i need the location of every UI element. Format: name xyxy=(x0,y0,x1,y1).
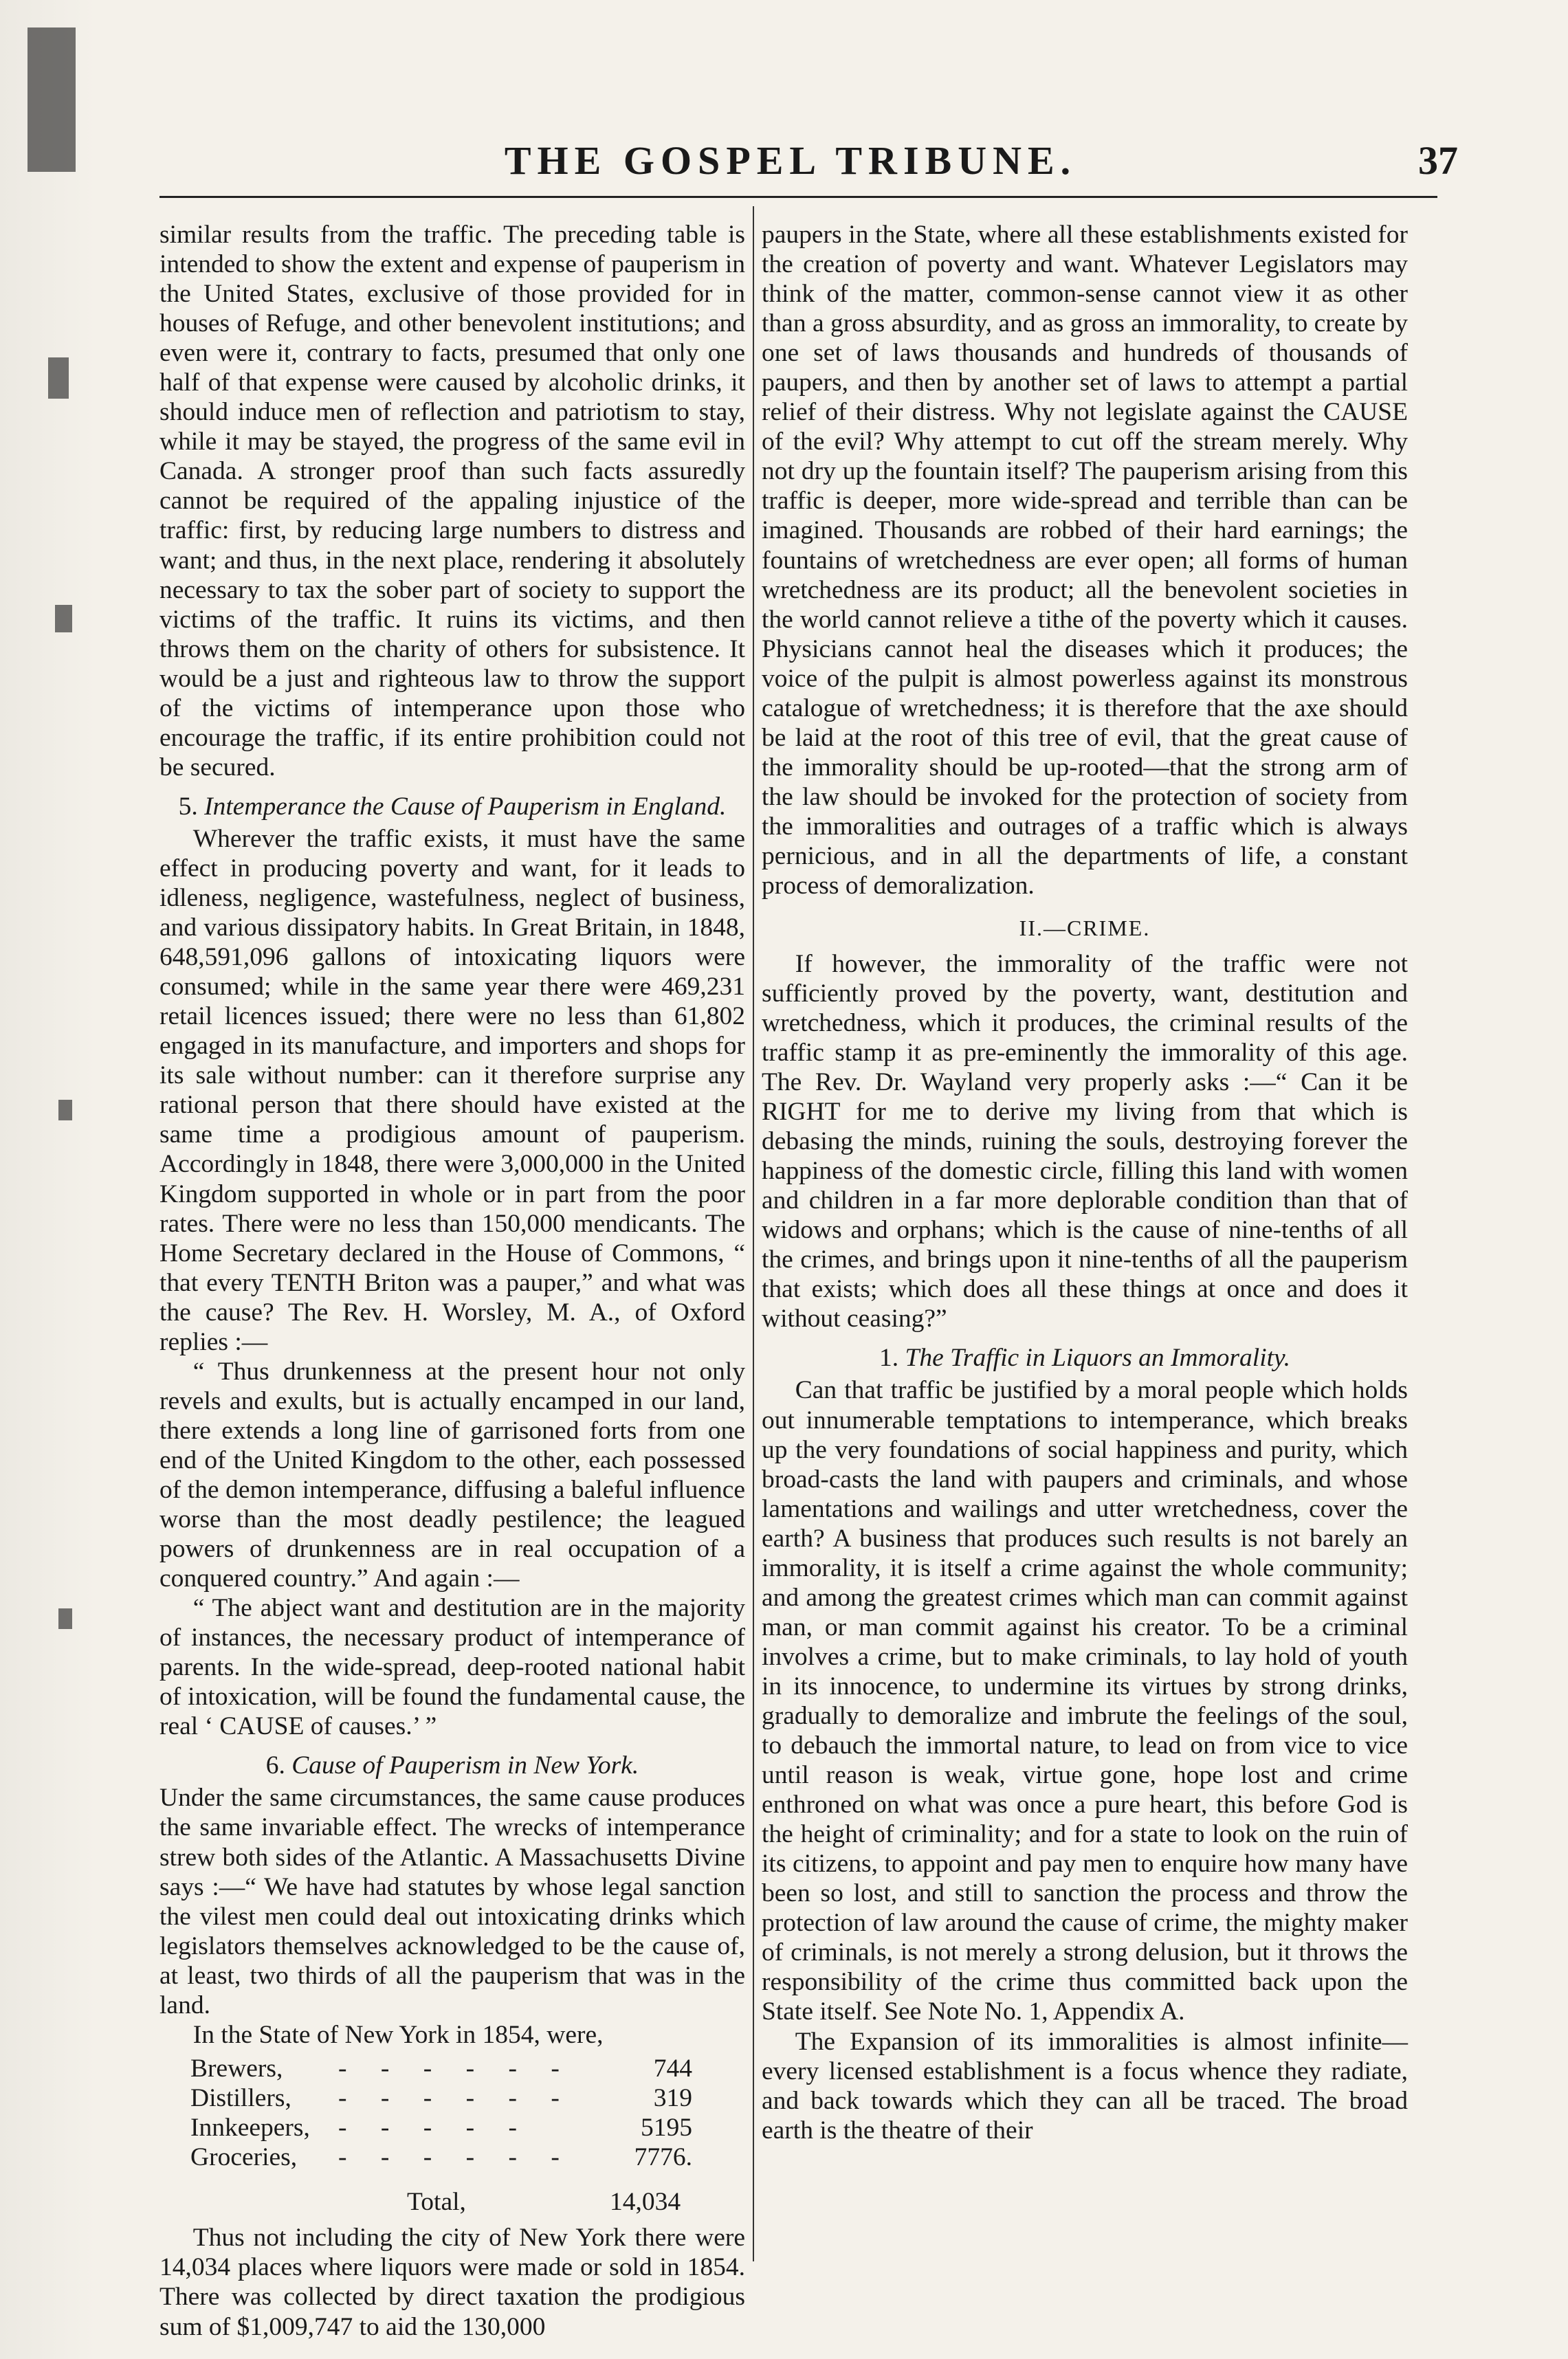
section-heading-1 xyxy=(762,1343,1408,1373)
table-cell-name: Distillers, xyxy=(190,2083,291,2112)
paragraph: Can that traffic be justified by a moral people which holds out innumerable temptations to intemperance, which breaks up the very foundations of social happiness and purity, which broad-casts the land with paupers and criminals, and whose lamentations and wailings and utter wretchedness, cover the earth? A business that produces such results is not barely an immorality, it is itself a crime against the whole community; and among the greatest crimes which man can commit against man, or man commit against his creator. To be a criminal involves a crime, but to make criminals, to lay hold of youth in its innocence, to undermine its virtues by strong drinks, gradually to demoralize and imbrute the feelings of the soul, to debauch the immortal nature, to lead on from vice to vice until reason is weak, virtue gone, hope lost and crime enthroned on what was once a pure heart, this before God is the height of criminality; and for a state to look on the ruin of its citizens, to appoint and pay men to enquire how many have been so lost, and still to sanction the process and throw the protection of law around the cause of crime, the mighty maker of criminals, is not merely a strong delusion, but it throws the responsibility of the crime thus committed back upon the State itself. See Note No. 1, Appendix A. xyxy=(762,1376,1408,2026)
page-spine-edge xyxy=(0,0,96,2359)
paragraph: If however, the immorality of the traffic were not sufficiently proved by the poverty, want, destitution and wretchedness, which it produces, the criminal results of the traffic stamp it as pre-eminently the immorality of this age. The Rev. Dr. Wayland very properly asks :—“ Can it be RIGHT for me to derive my living from that which is debasing the minds, ruining the souls, destroying forever the happiness of the domestic circle, filling this land with women and children in a far more deplorable condition than that of widows and orphans; which is the cause of nine-tenths of all the crimes, and brings upon it nine-tenths of all the pauperism that exists; which does all these things at once and does it without ceasing?” xyxy=(762,949,1408,1333)
paragraph: paupers in the State, where all these establishments existed for the creation of poverty and want. Whatever Legislators may think of the matter, common-sense cannot view it as other than a gross absurdity, and as gross an immorality, to create by one set of laws thousands and hundreds of thousands of paupers, and then by another set of laws to attempt a partial relief of their distress. Why not legislate against the CAUSE of the evil? Why attempt to cut off the stream merely. Why not dry up the fountain itself? The pauperism arising from this traffic is deeper, more wide-spread and terrible than can be imagined. Thousands are robbed of their hard earnings; the fountains of wretchedness are ever open; all forms of human wretchedness are its product; all the benevolent societies in the world cannot relieve a tithe of the poverty which it causes. Physicians cannot heal the diseases which it produces; the voice of the pulpit is almost powerless against its monstrous catalogue of wretchedness; it is therefore that the axe should be laid at the root of this tree of evil, that the great cause of the immorality should be up-rooted—that the strong arm of the law should be invoked for the protection of society from the immoralities and outrages of a traffic which is always pernicious, and in all the departments of life, a constant process of demoralization. xyxy=(762,221,1408,900)
liquor-establishments-table xyxy=(190,2054,692,2173)
paragraph: Wherever the traffic exists, it must have the same effect in producing poverty and want, for it leads to idleness, negligence, wastefulness, neglect of business, and various dissipatory habits. In Great Britain, in 1848, 648,591,096 gallons of intoxicating liquors were consumed; while in the same year there were 469,231 retail licences issued; there were no less than 61,802 engaged in its manufacture, and importers and shops for its sale without number: can it therefore surprise any rational person that there should have existed at the same time a prodigious amount of pauperism. Accordingly in 1848, there were 3,000,000 in the United Kingdom supported in whole or in part from the poor rates. There were no less than 150,000 mendicants. The Home Secretary declared in the House of Commons, “ that every TENTH Briton was a pauper,” and what was the cause? The Rev. H. Worsley, M. A., of Oxford replies :— xyxy=(159,824,745,1356)
table-cell-value: 5195 xyxy=(641,2114,692,2142)
table-cell-name: Groceries, xyxy=(190,2143,298,2172)
column-divider xyxy=(753,206,754,2261)
spine-shadow xyxy=(58,1608,72,1629)
header-rule xyxy=(159,196,1437,198)
paragraph: In the State of New York in 1854, were, xyxy=(192,2020,604,2049)
paragraph: similar results from the traffic. The preceding table is intended to show the extent and expense of pauperism in the United States, exclusive of those provided for in houses of Refuge, and other benevolent institutions; and even were it, contrary to facts, presumed that only one half of that expense were caused by alcoholic drinks, it should induce men of reflection and patriotism to stay, while it may be stayed, the progress of the same evil in Canada. A stronger proof than such facts assuredly cannot be required of the appaling injustice of the traffic: first, by reducing large numbers to distress and want; and thus, in the next place, rendering it absolutely necessary to tax the sober part of society to support the victims of the traffic. It ruins its victims, and then throws them on the charity of others for subsistence. It would be a just and righteous law to throw the support of the victims of intemperance upon those who encourage the traffic, if its entire prohibition could not be secured. xyxy=(159,221,745,782)
table-cell-leader: - - - - - - xyxy=(338,2054,573,2083)
heading-title: Cause of Pauperism in New York. xyxy=(291,1751,639,1780)
table-row xyxy=(190,2113,692,2142)
table-cell-name: Innkeepers, xyxy=(190,2114,310,2142)
heading-title: Intemperance the Cause of Pauperism in England. xyxy=(204,792,727,821)
table-cell-value: 319 xyxy=(653,2083,692,2112)
page-header xyxy=(0,137,1568,199)
paragraph: Under the same circumstances, the same cause produces the same invariable effect. The wrecks of intemperance strew both sides of the Atlantic. A Massachusetts Divine says :—“ We have had statutes by whose legal sanction the vilest men could deal out intoxicating drinks which legislators themselves acknowledged to be the cause of, at least, two thirds of all the pauperism that was in the land. xyxy=(159,1784,745,2019)
paragraph: Thus not including the city of New York there were 14,034 places where liquors were made or sold in 1854. There was collected by direct taxation the prodigious sum of $1,009,747 to aid the 130,000 xyxy=(159,2224,745,2341)
table-cell-leader: - - - - - - xyxy=(338,2143,573,2172)
right-column xyxy=(762,220,1408,2255)
heading-number: 1. xyxy=(879,1344,899,1373)
spine-shadow xyxy=(55,605,72,632)
table-row xyxy=(190,2142,692,2172)
table-row xyxy=(190,2054,692,2083)
running-title: THE GOSPEL TRIBUNE. xyxy=(504,138,1077,183)
block-quote: “ The abject want and destitution are in the majority of instances, the necessary product of intemperance of parents. In the wide-spread, deep-rooted national habit of intoxication, will be found the fundamental cause, the real ‘ CAUSE of causes.’ ” xyxy=(159,1594,745,1741)
table-cell-leader: - - - - - - xyxy=(338,2083,573,2112)
table-cell-value: 7776. xyxy=(634,2143,692,2172)
spine-shadow xyxy=(48,357,69,399)
table-cell-leader: - - - - - xyxy=(338,2114,531,2142)
section-heading-5 xyxy=(159,792,745,821)
total-label: Total, xyxy=(407,2188,466,2217)
table-cell-name: Brewers, xyxy=(190,2054,283,2083)
heading-title: The Traffic in Liquors an Immorality. xyxy=(905,1344,1290,1373)
heading-number: 6. xyxy=(265,1751,285,1780)
section-heading-6 xyxy=(159,1751,745,1780)
spine-shadow xyxy=(58,1100,72,1120)
table-row xyxy=(190,2083,692,2113)
heading-number: 5. xyxy=(178,792,198,821)
paragraph: The Expansion of its immoralities is almost infinite—every licensed establishment is a focus whence they radiate, and back towards which they can all be traced. The broad earth is the theatre of their xyxy=(762,2027,1408,2145)
left-column xyxy=(159,220,745,2341)
total-value: 14,034 xyxy=(610,2188,681,2217)
page-number: 37 xyxy=(1418,138,1458,183)
section-heading-crime: II.—CRIME. xyxy=(1019,916,1151,941)
block-quote: “ Thus drunkenness at the present hour not only revels and exults, but is actually encamped in our land, there extends a long line of garrisoned forts from one end of the United Kingdom to the other, each possessed of the demon intemperance, diffusing a baleful influence worse than the most deadly pestilence; the leagued powers of drunkenness are in real occupation of a conquered country.” And again :— xyxy=(159,1357,745,1593)
table-total-row xyxy=(159,2187,745,2219)
table-cell-value: 744 xyxy=(653,2054,692,2083)
